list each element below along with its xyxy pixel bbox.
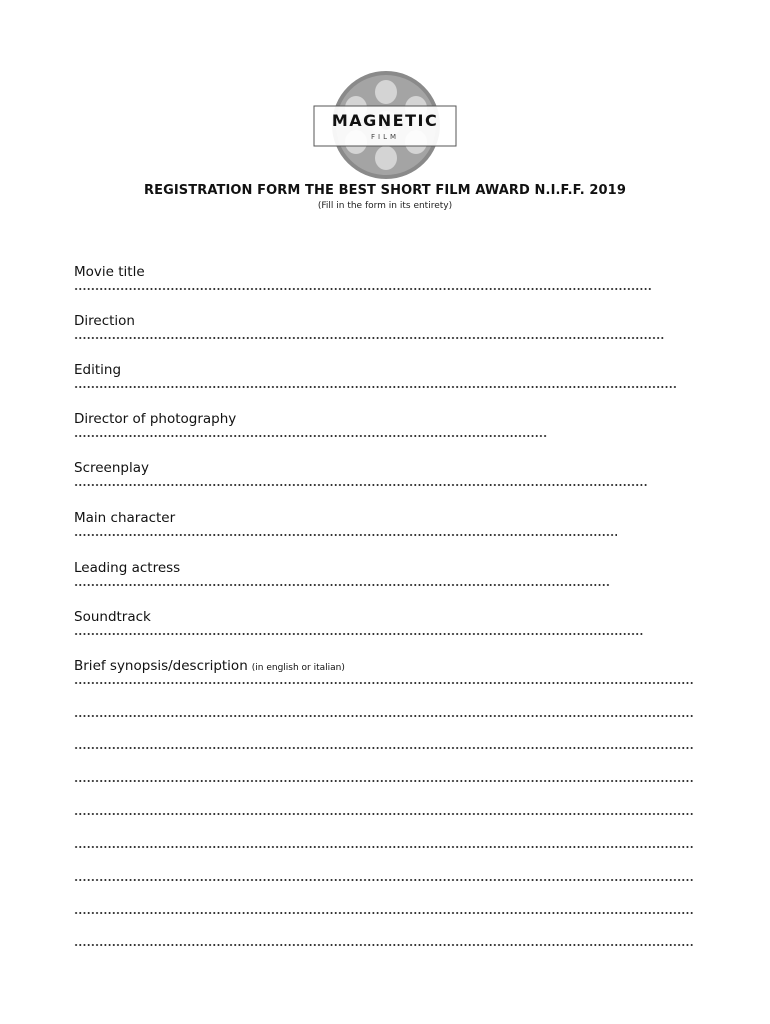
logo-sub-text: FILM (370, 133, 400, 141)
field-soundtrack (74, 606, 151, 625)
field-label: Main character (74, 510, 176, 526)
field-screenplay (74, 457, 149, 476)
field-label: Movie title (74, 264, 145, 280)
synopsis-input-line-4[interactable] (74, 779, 694, 783)
main-character-input-line[interactable] (74, 533, 617, 537)
field-label: Leading actress (74, 560, 181, 576)
field-label: Direction (74, 313, 135, 329)
direction-input-line[interactable] (74, 336, 664, 340)
synopsis-input-line-2[interactable] (74, 714, 694, 718)
magnetic-film-logo (310, 70, 460, 180)
synopsis-input-line-3[interactable] (74, 746, 694, 750)
field-label: Screenplay (74, 460, 149, 476)
synopsis-input-line-7[interactable] (74, 878, 694, 882)
field-director-of-photography (74, 408, 236, 427)
form-subtitle: (Fill in the form in its entirety) (317, 201, 453, 211)
director-of-photography-input-line[interactable] (74, 434, 548, 438)
editing-input-line[interactable] (74, 385, 676, 389)
synopsis-input-line-8[interactable] (74, 911, 694, 915)
logo-main-text: MAGNETIC (331, 111, 439, 130)
form-title: REGISTRATION FORM THE BEST SHORT FILM AWARD N.I.F.F. 2019 (144, 183, 626, 198)
film-reel-icon (310, 70, 460, 180)
field-label: Soundtrack (74, 609, 151, 625)
synopsis-input-line-5[interactable] (74, 812, 694, 816)
field-label: Director of photography (74, 411, 237, 427)
soundtrack-input-line[interactable] (74, 632, 644, 636)
movie-title-input-line[interactable] (74, 287, 652, 291)
field-hint: (in english or italian) (251, 663, 345, 673)
field-main-character (74, 507, 175, 526)
field-movie-title (74, 261, 145, 280)
field-editing (74, 359, 121, 378)
field-direction (74, 310, 135, 329)
field-label: Editing (74, 362, 122, 378)
leading-actress-input-line[interactable] (74, 583, 610, 587)
synopsis-input-line-9[interactable] (74, 943, 694, 947)
screenplay-input-line[interactable] (74, 483, 648, 487)
field-label: Brief synopsis/description (74, 658, 248, 674)
synopsis-input-line-6[interactable] (74, 845, 694, 849)
field-leading-actress (74, 557, 180, 576)
field-synopsis (74, 655, 345, 674)
synopsis-input-line-1[interactable] (74, 681, 694, 685)
